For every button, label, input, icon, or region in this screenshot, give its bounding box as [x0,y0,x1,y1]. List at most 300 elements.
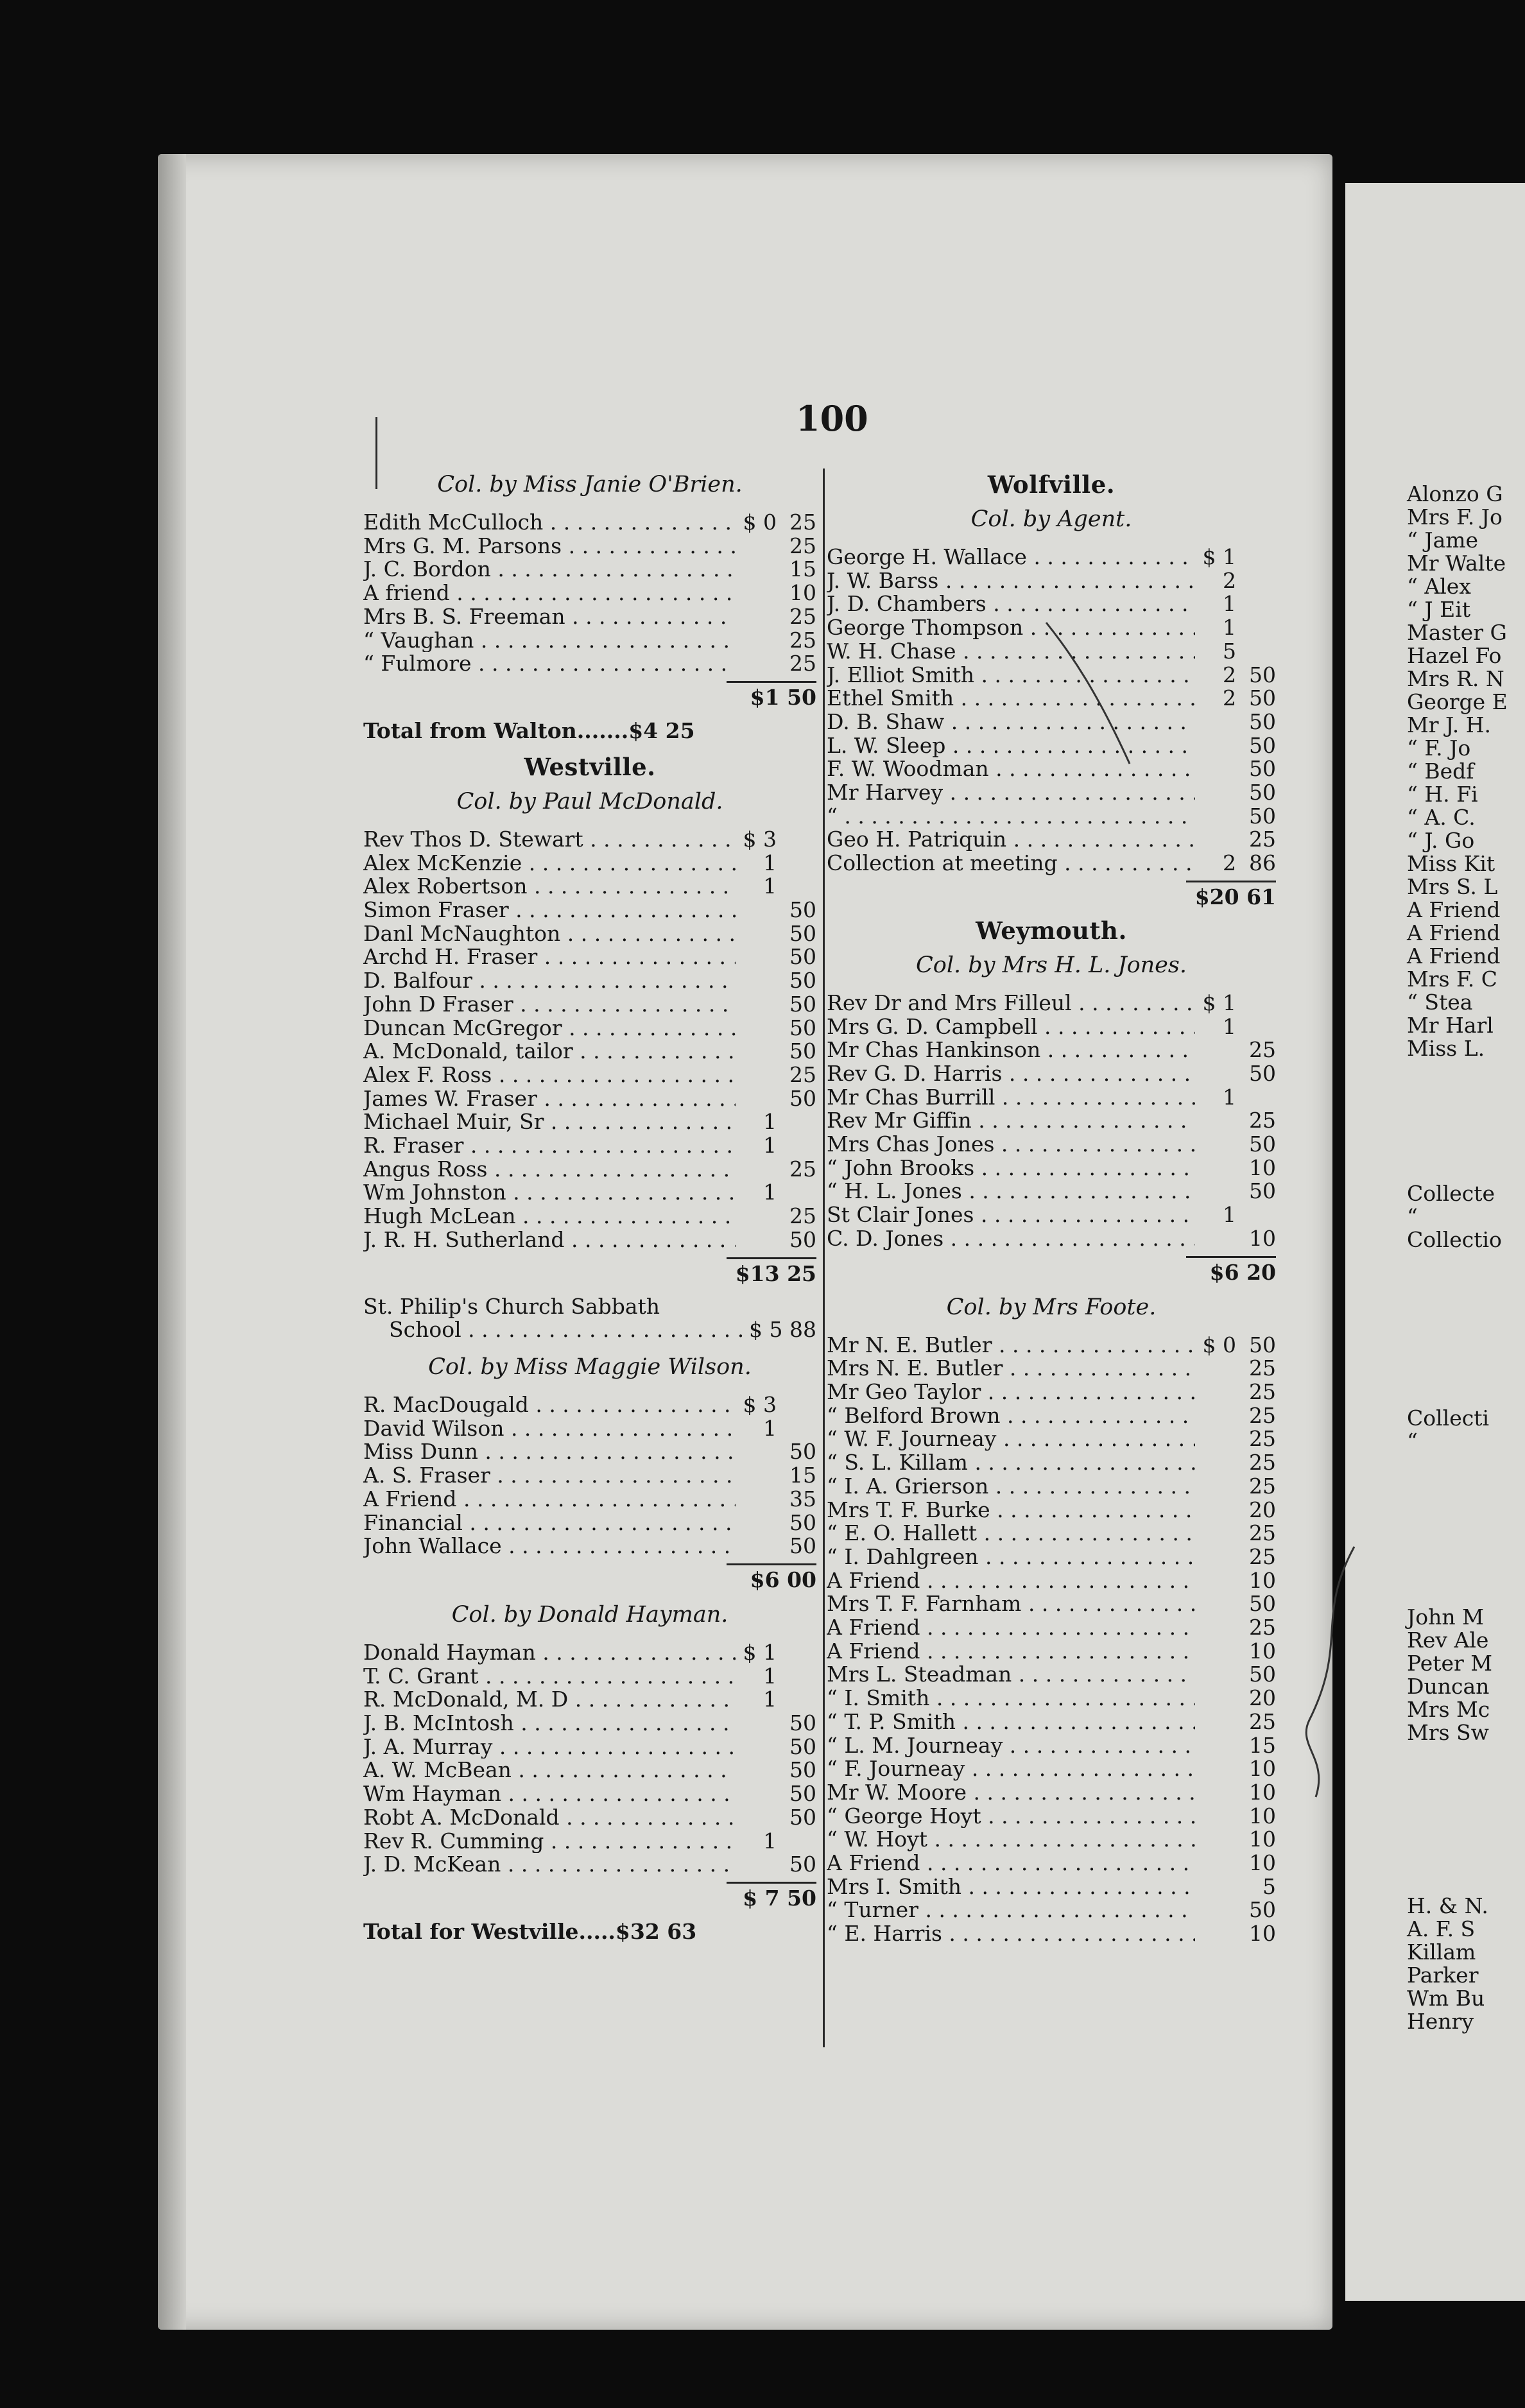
donation-row [363,945,816,969]
donor-name: W. H. Chase . . . [827,640,1195,664]
donor-name: Mr Geo Taylor . . . [827,1380,1195,1404]
facing-page-fragment [1345,183,1525,2301]
donor-name: James W. Fraser . . . [363,1087,736,1111]
amount-dollars: 1 [763,1109,777,1135]
amount-cents: 50 [789,991,816,1017]
facing-page-text: A Friend [1407,897,1501,922]
amount-cents: 15 [789,1463,816,1488]
amount-cents [777,1181,816,1205]
donor-name: Simon Fraser . . . [363,899,736,922]
donation-row [827,1404,1276,1428]
amount-dollars [736,652,777,676]
amount-cents: 50 [1249,1591,1276,1617]
donation-row [363,652,816,676]
donation-row [363,1228,816,1252]
amount-cents: 50 [789,1509,816,1535]
donor-name: A Friend . . . [827,1852,1195,1875]
donor-name: Mrs G. M. Parsons . . . [363,535,736,558]
donation-row [363,1735,816,1759]
subtotal-amount: $13 25 [735,1260,816,1286]
amount-dollars: $ 1 [743,1639,777,1665]
donation-row [827,1898,1276,1922]
donor-name: Angus Ross . . . [363,1158,736,1182]
amount-dollars [1195,1922,1236,1946]
amount-dollars [1195,1133,1236,1157]
donor-name: John Wallace . . . [363,1535,736,1558]
donation-row [827,1616,1276,1640]
amount-cents: 25 [1249,1520,1276,1546]
donor-name: “ Turner . . . [827,1898,1195,1922]
amount-dollars [736,629,777,653]
donation-row [827,1852,1276,1875]
subtotal [1186,881,1276,909]
donor-name: Duncan McGregor . . . [363,1017,736,1040]
amount-dollars [1195,1805,1236,1828]
amount-dollars [736,605,777,629]
amount-dollars [1195,1757,1236,1781]
donation-row [827,1203,1276,1227]
facing-page-text: A Friend [1407,943,1501,968]
facing-page-text: Mrs Mc [1407,1697,1490,1722]
facing-page-text: Hazel Fo [1407,643,1502,668]
donor-name: “ E. O. Hallett . . . [827,1522,1195,1545]
amount-dollars [1195,1357,1236,1380]
amount-cents [777,1688,816,1712]
amount-cents: 10 [1249,1850,1276,1876]
amount-cents: 25 [1249,1708,1276,1734]
amount-dollars [736,535,777,558]
collector-heading: Col. by Mrs H. L. Jones. [916,952,1187,978]
amount-cents: 10 [1249,1827,1276,1852]
amount-dollars: 1 [763,1687,777,1712]
donation-row [363,1806,816,1830]
donation-row [363,1782,816,1806]
donation-row [827,1687,1276,1710]
facing-page-text: “ J Eit [1407,597,1470,622]
donor-name-line1 [363,1295,816,1319]
amount-dollars [736,1782,777,1806]
donation-row [363,1181,816,1205]
donation-row [827,592,1276,616]
amount-cents: 50 [1249,780,1276,805]
donation-row [827,1086,1276,1110]
amount-cents: 20 [1249,1497,1276,1522]
left-column [363,462,816,1956]
amount-dollars [736,1228,777,1252]
amount-cents: 10 [1249,1756,1276,1782]
amount-cents: 25 [789,627,816,653]
collector-heading: Col. by Miss Maggie Wilson. [428,1354,752,1380]
amount-cents: 50 [1249,1131,1276,1157]
amount-cents: 10 [1249,1803,1276,1828]
amount-dollars [1195,1640,1236,1664]
amount-dollars [1195,1569,1236,1593]
amount-dollars [736,1040,777,1063]
donor-name: J. B. McIntosh . . . [363,1712,736,1735]
donor-name: “ I. A. Grierson . . . [827,1475,1195,1499]
donation-row [827,1380,1276,1404]
amount-cents [777,1110,816,1134]
amount-dollars: 2 [1223,685,1236,711]
amount-dollars [736,899,777,922]
donation-row [363,1759,816,1782]
amount-dollars [1195,1404,1236,1428]
amount-cents: 50 [789,1757,816,1783]
amount-dollars: $ 0 [1202,1332,1236,1357]
amount-cents: 25 [1249,1355,1276,1381]
donation-row [827,828,1276,852]
amount-cents: 50 [789,897,816,923]
donation-row [827,1922,1276,1946]
donation-row [363,1134,816,1158]
donor-name: Alex F. Ross . . . [363,1063,736,1087]
amount-dollars [736,945,777,969]
donor-name: J. D. Chambers . . . [827,592,1195,616]
amount-cents [777,1641,816,1665]
section-heading: Weymouth. [976,916,1127,945]
facing-page-text: Alonzo G [1407,481,1503,506]
amount-dollars [1195,1545,1236,1569]
amount-cents: 10 [1249,1155,1276,1180]
amount-cents: 50 [1249,1332,1276,1357]
facing-page-text: Collecte [1407,1181,1495,1206]
donor-name: George Thompson . . . [827,616,1195,640]
donor-name: Collection at meeting . . . [827,852,1195,875]
facing-page-text: Peter M [1407,1651,1493,1676]
amount-cents: 25 [1249,1426,1276,1452]
donor-name: Mrs T. F. Burke . . . [827,1499,1195,1522]
amount-cents: 50 [789,968,816,993]
subtotal [1186,1256,1276,1285]
donor-name: Mrs G. D. Campbell . . . [827,1015,1195,1039]
donation-row [363,899,816,922]
amount-cents: 25 [1249,1544,1276,1569]
donation-row [827,1133,1276,1157]
donation-row [827,1475,1276,1499]
facing-page-text: “ H. Fi [1407,782,1478,807]
amount-dollars: 5 [1223,638,1236,664]
donation-row [827,1522,1276,1545]
amount-cents: 25 [789,1203,816,1229]
amount-dollars: 1 [763,1415,777,1441]
amount-cents: 5 [1262,1873,1276,1899]
facing-page-text: Killam [1407,1939,1476,1965]
donor-name: Mrs Chas Jones . . . [827,1133,1195,1157]
facing-page-text: Duncan [1407,1674,1490,1699]
total-amount [736,1920,816,1944]
donor-name: “ Fulmore . . . [363,652,736,676]
total-label: Total for Westville.....$32 63 [363,1918,697,1944]
amount-cents: 50 [789,1439,816,1465]
donation-row [363,1641,816,1665]
donation-row [363,1688,816,1712]
amount-dollars [736,1806,777,1830]
amount-cents: 50 [1249,662,1276,687]
donation-row [363,629,816,653]
donation-row [827,1451,1276,1475]
collector-heading: Col. by Mrs Foote. [946,1294,1157,1320]
facing-page-text: Mrs F. C [1407,967,1497,992]
amount-cents: 50 [789,1038,816,1064]
subtotal-amount: $1 50 [750,684,816,710]
amount-cents [1236,546,1276,569]
amount-cents: 86 [1249,850,1276,876]
donor-name: Financial . . . [363,1511,736,1535]
donation-row [827,1875,1276,1899]
amount-cents: 50 [789,1781,816,1807]
subtotal-amount: $ 7 50 [743,1885,816,1911]
amount-dollars [736,1853,777,1877]
donation-row [363,1063,816,1087]
amount-cents [1236,1015,1276,1039]
donor-name: R. McDonald, M. D . . . [363,1688,736,1712]
donation-row [363,1087,816,1111]
donation-row [363,922,816,946]
donation-row [827,852,1276,875]
amount-dollars: 2 [1223,662,1236,687]
donor-name: Donald Hayman . . . [363,1641,736,1665]
amount-dollars [736,581,777,605]
donation-row [827,1015,1276,1039]
amount-dollars [1195,1734,1236,1758]
donor-name: “ E. Harris . . . [827,1922,1195,1946]
donation-row [827,1828,1276,1852]
amount-cents: 10 [1249,1225,1276,1251]
donation-row [827,1227,1276,1251]
donation-row [827,546,1276,569]
donation-row [363,1040,816,1063]
facing-page-text: Miss Kit [1407,851,1495,876]
amount-cents: 50 [1249,1178,1276,1204]
amount-dollars [1195,805,1236,829]
donation-row [363,1440,816,1464]
facing-page-text: Mrs S. L [1407,874,1498,899]
amount-cents [1236,992,1276,1015]
donation-row [827,1640,1276,1664]
donor-name: “ George Hoyt . . . [827,1805,1195,1828]
donor-name: A Friend . . . [827,1640,1195,1664]
donor-name: Mrs N. E. Butler . . . [827,1357,1195,1380]
amount-cents: 50 [1249,756,1276,782]
donor-name: A Friend . . . [363,1488,736,1511]
facing-page-text: A Friend [1407,920,1501,945]
amount-dollars [736,1205,777,1228]
donor-name: St Clair Jones . . . [827,1203,1195,1227]
donation-row [827,1592,1276,1616]
amount-cents: 50 [789,920,816,946]
donation-row [363,1488,816,1511]
donor-name: Rev G. D. Harris . . . [827,1062,1195,1086]
facing-page-text: Mrs Sw [1407,1720,1489,1745]
donor-name: “ L. M. Journeay . . . [827,1734,1195,1758]
amount-dollars [1195,1499,1236,1522]
amount-dollars [1195,1852,1236,1875]
donor-name: A friend . . . [363,581,736,605]
donor-name: F. W. Woodman . . . [827,757,1195,781]
amount-cents: 50 [789,944,816,970]
donor-name: J. D. McKean . . . [363,1853,736,1877]
amount-dollars [1195,1227,1236,1251]
donor-name: A Friend . . . [827,1569,1195,1593]
amount-dollars [736,1511,777,1535]
donation-row [827,1180,1276,1203]
amount-cents [1236,1203,1276,1227]
amount-cents: 50 [1249,685,1276,711]
amount-dollars [736,1063,777,1087]
amount-cents [777,1393,816,1417]
page-number: 100 [796,398,868,439]
amount-cents: 50 [1249,1060,1276,1086]
section-heading: Westville. [524,752,656,781]
amount-cents: 25 [1249,1379,1276,1404]
donation-row [363,1853,816,1877]
subtotal [727,681,816,710]
amount-cents: 15 [789,556,816,582]
amount-cents [777,1830,816,1853]
amount-cents: 10 [1249,1567,1276,1593]
donation-row [827,1357,1276,1380]
column-divider [823,469,825,2047]
amount-cents [1236,616,1276,640]
donor-name: D. B. Shaw . . . [827,710,1195,734]
amount-cents [777,1134,816,1158]
donation-row-multiline [363,1295,816,1342]
donation-row [363,1511,816,1535]
donation-row [827,1062,1276,1086]
donor-name: R. MacDougald . . . [363,1393,736,1417]
amount-cents: 50 [789,1226,816,1252]
amount-dollars [736,1017,777,1040]
donation-row [363,1464,816,1488]
section-heading: Wolfville. [987,470,1116,499]
donor-name: “ S. L. Killam . . . [827,1451,1195,1475]
amount-dollars: 1 [1223,591,1236,617]
amount-dollars [1195,1451,1236,1475]
amount-dollars [1195,734,1236,758]
amount-dollars [736,1759,777,1782]
amount-dollars: 1 [763,850,777,875]
amount-cents: 10 [789,580,816,606]
donation-row [827,1757,1276,1781]
amount-cents: 50 [789,1852,816,1877]
donation-row [827,1157,1276,1180]
donor-name: David Wilson . . . [363,1417,736,1441]
donor-name: Danl McNaughton . . . [363,922,736,946]
donor-name: Hugh McLean . . . [363,1205,736,1228]
donation-row [363,605,816,629]
facing-page-text: Master G [1407,620,1507,645]
amount-dollars: $ 3 [743,826,777,852]
amount: $ 5 88 [749,1317,816,1343]
donor-name: J. R. H. Sutherland . . . [363,1228,736,1252]
donor-name: Miss Dunn . . . [363,1440,736,1464]
donation-row [363,535,816,558]
facing-page-text: A. F. S [1407,1916,1476,1941]
amount-dollars [736,1158,777,1182]
donor-name: A. W. McBean . . . [363,1759,736,1782]
donation-row [827,1109,1276,1133]
amount-cents: 20 [1249,1685,1276,1711]
donor-name: J. C. Bordon . . . [363,558,736,581]
amount-dollars [736,1535,777,1558]
amount-dollars: 1 [763,873,777,899]
donor-name: “ I. Dahlgreen . . . [827,1545,1195,1569]
facing-page-text: Collecti [1407,1406,1490,1431]
amount-dollars [736,1440,777,1464]
amount-dollars: 1 [763,1180,777,1205]
amount-cents: 50 [1249,803,1276,829]
amount-cents [777,1665,816,1689]
amount-dollars [1195,1592,1236,1616]
amount-cents: 10 [1249,1779,1276,1805]
amount-cents: 50 [1249,732,1276,758]
donor-name: J. Elliot Smith . . . [827,664,1195,687]
amount-cents: 25 [1249,1473,1276,1499]
donation-row [363,1205,816,1228]
donor-name: Mr Chas Hankinson . . . [827,1038,1195,1062]
amount-dollars [1195,1157,1236,1180]
amount-cents [1236,592,1276,616]
donor-name: Rev Dr and Mrs Filleul . . . [827,992,1195,1015]
donation-row [827,569,1276,593]
facing-page-text: John M [1407,1604,1484,1630]
amount-dollars [1195,1180,1236,1203]
amount-dollars [736,1488,777,1511]
donor-name: Mr N. E. Butler . . . [827,1334,1195,1357]
donation-row [827,781,1276,805]
facing-page-text: “ [1407,1429,1418,1454]
donor-name: “ W. F. Journeay . . . [827,1427,1195,1451]
amount-dollars: 1 [763,1828,777,1853]
donor-name: Mr Harvey . . . [827,781,1195,805]
facing-page-text: “ Jame [1407,528,1479,553]
amount-dollars [1195,1380,1236,1404]
donor-name: Ethel Smith . . . [827,687,1195,710]
amount-dollars [736,922,777,946]
collector-heading: Col. by Paul McDonald. [456,788,723,814]
subtotal [727,1882,816,1911]
grand-total [363,1920,816,1944]
pencil-mark [1040,616,1136,770]
donation-row [827,1499,1276,1522]
amount-cents: 50 [1249,1897,1276,1923]
amount-dollars [736,1464,777,1488]
grand-total [363,719,816,743]
amount-dollars [1195,1781,1236,1805]
donor-name: J. A. Murray . . . [363,1735,736,1759]
donation-row [827,1334,1276,1357]
donor-name: Geo H. Patriquin . . . [827,828,1195,852]
facing-page-text: Miss L. [1407,1036,1485,1061]
donor-name: Rev Mr Giffin . . . [827,1109,1195,1133]
amount-cents: 25 [1249,1402,1276,1428]
donor-name: Michael Muir, Sr . . . [363,1110,736,1134]
amount-cents: 50 [789,1804,816,1830]
amount-cents: 50 [789,1533,816,1559]
donor-name: R. Fraser . . . [363,1134,736,1158]
facing-page-text: “ Bedf [1407,759,1474,784]
amount-dollars [1195,781,1236,805]
amount-cents [1236,640,1276,664]
donor-name-line2 [363,1318,816,1342]
donation-row [363,1830,816,1853]
donation-row [827,1427,1276,1451]
donor-name: George H. Wallace . . . [827,546,1195,569]
amount-dollars [1195,1898,1236,1922]
donor-name: “ W. Hoyt . . . [827,1828,1195,1852]
amount-dollars: 2 [1223,567,1236,593]
donation-row [827,1545,1276,1569]
